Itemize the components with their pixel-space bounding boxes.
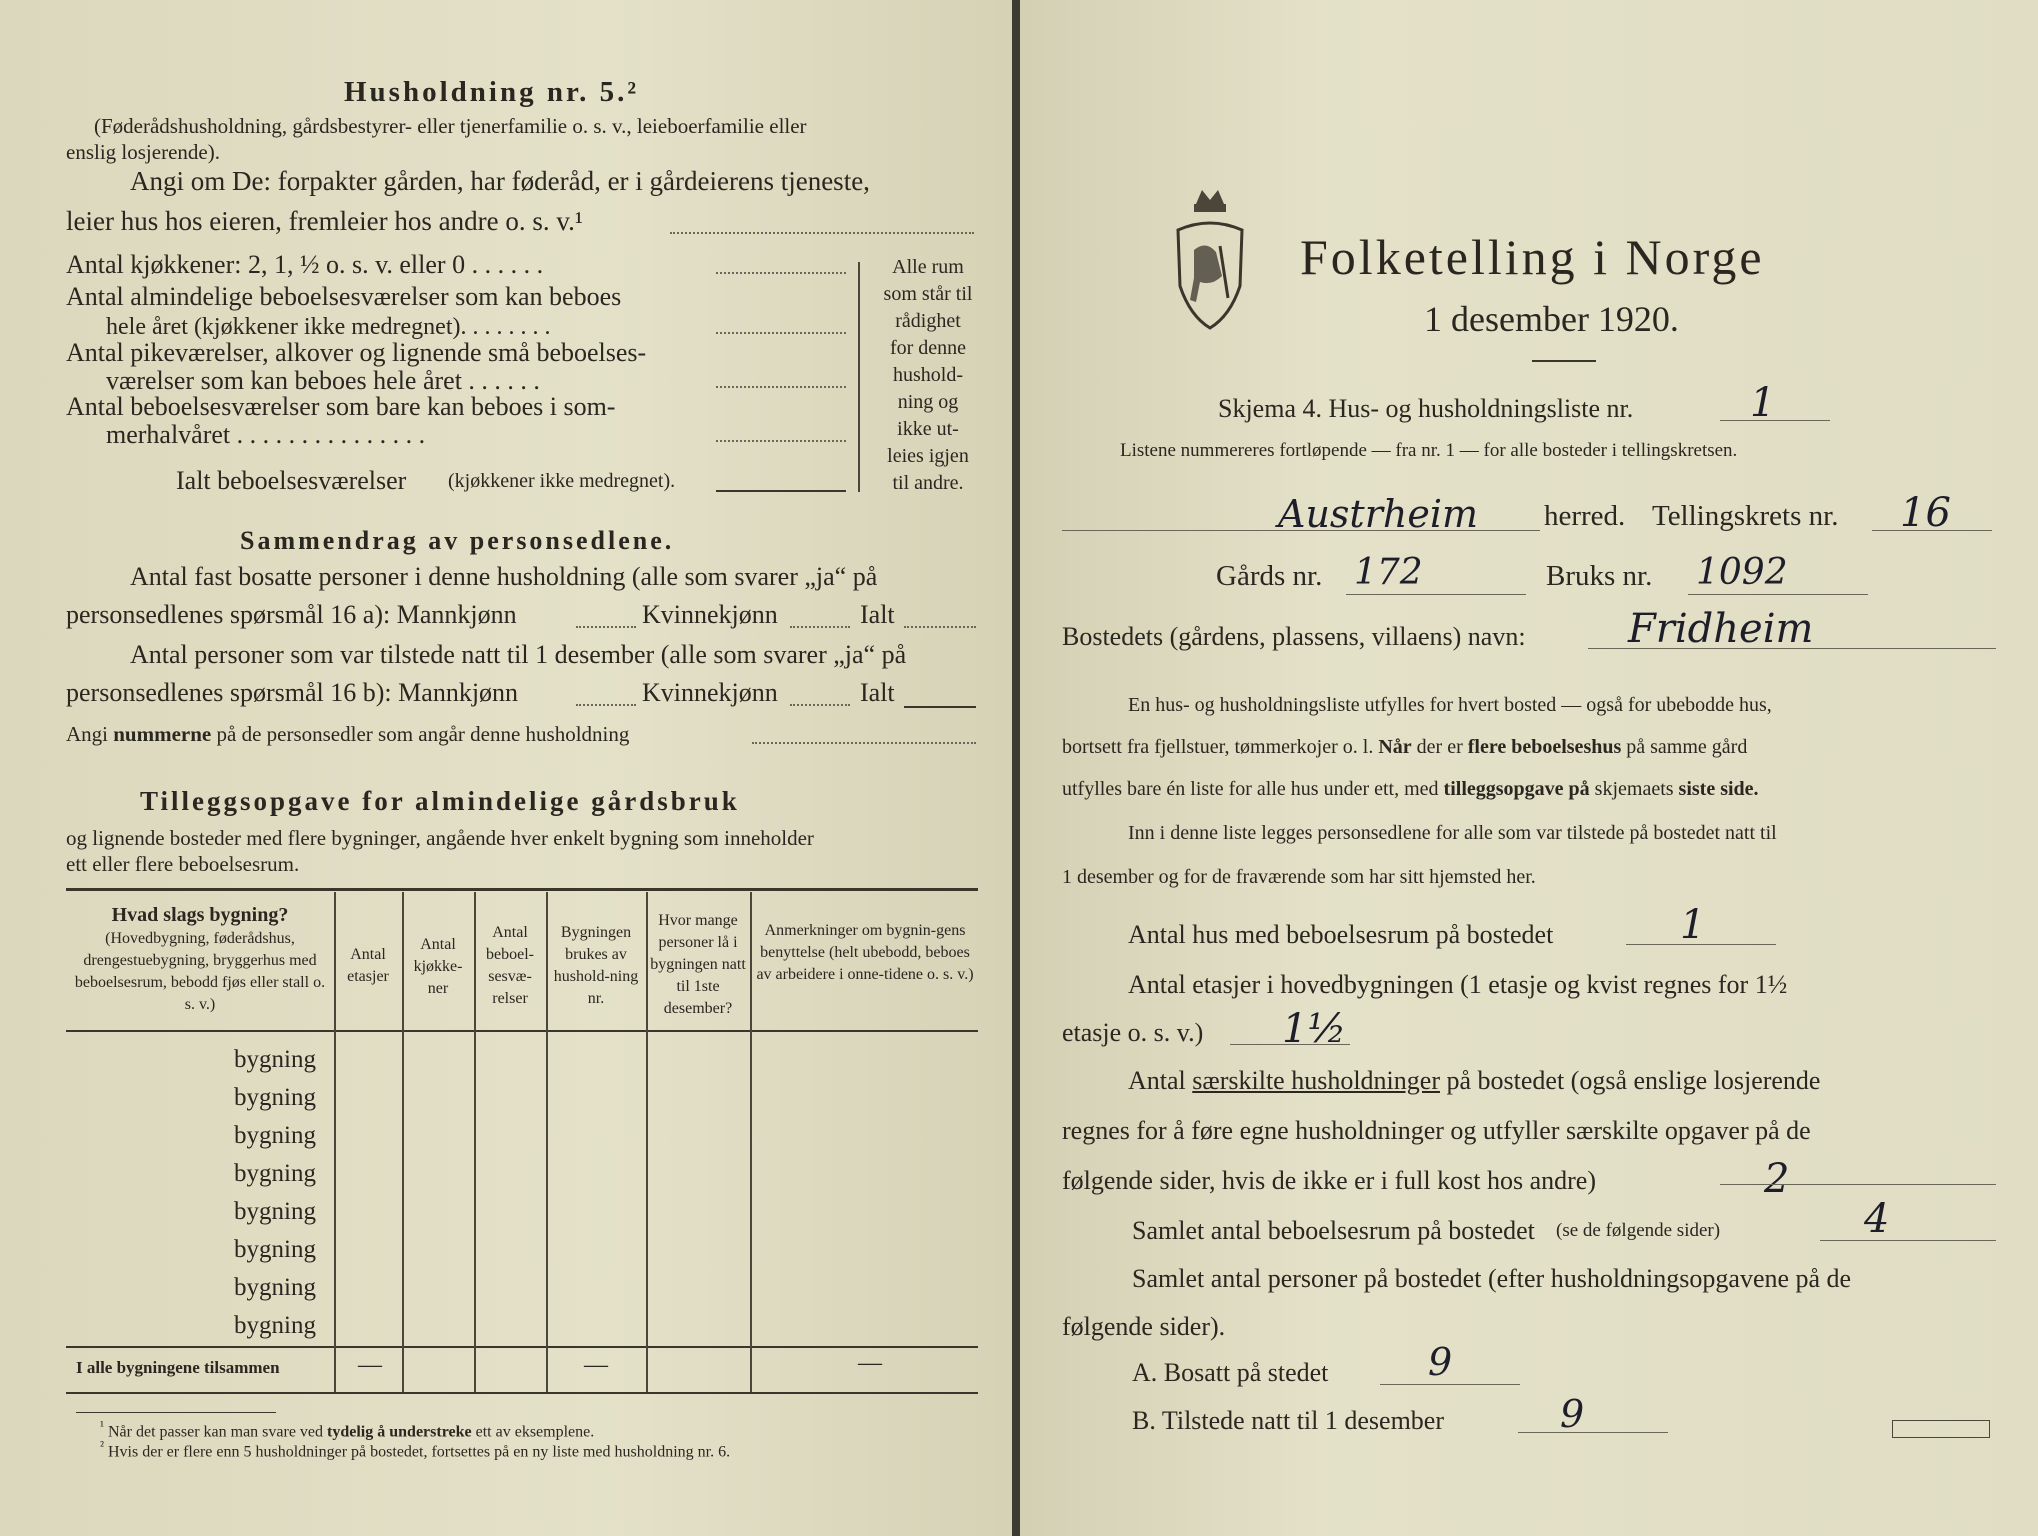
header-remarks: Anmerkninger om bygnin-gens benyttelse (helt ubebodd, beboes av arbeidere i onne-tidene o. s. v.): [756, 922, 974, 983]
table-row: bygning: [234, 1274, 316, 1301]
saer-underline: [1720, 1184, 1996, 1185]
krets-value[interactable]: 16: [1900, 490, 1951, 536]
bruks-value[interactable]: 1092: [1696, 552, 1788, 593]
ialt-note: (kjøkkener ikke medregnet).: [448, 470, 676, 492]
left-page: [0, 0, 1012, 1536]
tillegg-2: ett eller flere beboelsesrum.: [66, 852, 300, 876]
etasjer-underline: [1230, 1044, 1350, 1045]
bruks-underline: [1688, 594, 1868, 595]
table-row: bygning: [234, 1236, 316, 1263]
angi-line-2: leier hus hos eieren, fremleier hos andre o. s. v.¹: [66, 206, 583, 236]
table-row: bygning: [234, 1160, 316, 1187]
tilstede-value[interactable]: 9: [1560, 1392, 1585, 1436]
sammendrag-1a: Antal fast bosatte personer i denne husholdning (alle som svarer „ja“ på: [130, 562, 878, 591]
herred-label: herred.: [1544, 500, 1626, 532]
etasjer-value[interactable]: 1½: [1282, 1006, 1347, 1052]
bosatt-underline: [1380, 1384, 1520, 1385]
samlet-rum-label: Samlet antal beboelsesrum på bostedet: [1132, 1216, 1535, 1245]
table-top-rule: [66, 888, 978, 891]
bosted-underline: [1588, 648, 1996, 649]
rooms-maid-2: værelser som kan beboes hele året . . . . . .: [106, 366, 540, 395]
total-dash: —: [858, 1350, 882, 1376]
listene-note: Listene nummereres fortløpende — fra nr. 1 — for alle bosteder i tellingskretsen.: [1120, 440, 1738, 461]
para1-line1: En hus- og husholdningsliste utfylles for hvert bosted — også for ubebodde hus,: [1128, 694, 1772, 716]
bosatt-label: A. Bosatt på stedet: [1132, 1358, 1329, 1387]
table-total-rule-top: [66, 1346, 978, 1348]
header-household: Bygningen brukes av hushold-ning nr.: [553, 924, 639, 1007]
saer-line2: regnes for å føre egne husholdninger og utfyller særskilte opgaver på de: [1062, 1116, 1811, 1145]
summer-field[interactable]: [716, 440, 846, 442]
skjema-label: Skjema 4. Hus- og husholdningsliste nr.: [1218, 394, 1634, 423]
sammendrag-1b: personsedlenes spørsmål 16 a): Mannkjønn: [66, 600, 517, 629]
table-row: bygning: [234, 1046, 316, 1073]
rooms-ordinary: Antal almindelige beboelsesværelser som kan beboes: [66, 282, 622, 311]
table-bottom-rule: [66, 1392, 978, 1394]
table-row: bygning: [234, 1312, 316, 1339]
hus-value[interactable]: 1: [1680, 902, 1706, 948]
bosted-label: Bostedets (gårdens, plassens, villaens) navn:: [1062, 622, 1526, 651]
header-building-type: Hvad slags bygning? (Hovedbygning, føderådshus, drengestuebygning, bryggerhus med beboelsesrum, bebodd fjøs eller stall o. s. v.): [74, 904, 326, 1013]
skjema-value[interactable]: 1: [1750, 380, 1776, 426]
bosatt-ialt-field[interactable]: [904, 626, 976, 628]
right-page: [1020, 0, 2038, 1536]
gards-underline: [1346, 594, 1526, 595]
footnote-1: $^{^1}$ Når det passer kan man svare ved tydelig å understreke ett av eksemplene.: [100, 1418, 595, 1441]
tillegg-title: Tilleggsopgave for almindelige gårdsbruk: [140, 786, 740, 816]
hus-label: Antal hus med beboelsesrum på bostedet: [1128, 920, 1554, 949]
tilstede-label: B. Tilstede natt til 1 desember: [1132, 1406, 1444, 1435]
tilstede-ialt-field[interactable]: [904, 706, 976, 708]
title-rule: [1532, 360, 1596, 362]
para1-line3: utfylles bare én liste for alle hus under ett, med tilleggsopgave på skjemaets siste side.: [1062, 778, 1759, 800]
rooms-summer: Antal beboelsesværelser som bare kan beboes i som-: [66, 392, 616, 421]
sammendrag-2a: Antal personer som var tilstede natt til 1 desember (alle som svarer „ja“ på: [130, 640, 907, 669]
hus-underline: [1626, 944, 1776, 945]
table-row: bygning: [234, 1084, 316, 1111]
header-kitchens: Antal kjøkke-ner: [413, 936, 463, 997]
sammendrag-2b: personsedlenes spørsmål 16 b): Mannkjønn: [66, 678, 519, 707]
angi-field[interactable]: [670, 232, 974, 234]
header-rooms: Antal beboel-sesvæ-relser: [486, 924, 534, 1007]
header-persons: Hvor mange personer lå i bygningen natt til 1ste desember?: [650, 912, 746, 1017]
bruks-label: Bruks nr.: [1546, 560, 1653, 592]
coat-of-arms-icon: [1170, 190, 1250, 340]
kvinne-label-1: Kvinnekjønn: [642, 600, 778, 629]
footnote-2: $^{^2}$ Hvis der er flere enn 5 husholdninger på bostedet, fortsettes på en ny liste med husholdning nr. 6.: [100, 1438, 731, 1461]
saer-value[interactable]: 2: [1764, 1156, 1790, 1202]
ialt-label: Ialt beboelsesværelser: [176, 466, 407, 495]
rooms-kitchens: Antal kjøkkener: 2, 1, ½ o. s. v. eller 0 . . . . . .: [66, 250, 544, 279]
brace-note: Alle rum som står til rådighet for denne hushold- ning og ikke ut- leies igjen til andre.: [883, 256, 973, 494]
census-date: 1 desember 1920.: [1424, 299, 1679, 339]
total-dash: —: [584, 1352, 608, 1378]
bosatt-mann-field[interactable]: [576, 626, 636, 628]
tilstede-underline: [1518, 1432, 1668, 1433]
ordinary-field[interactable]: [716, 332, 846, 334]
rooms-ordinary-2: hele året (kjøkkener ikke medregnet). . . . . . . .: [106, 314, 551, 340]
brace: [858, 262, 860, 492]
printer-stamp: [1892, 1420, 1990, 1438]
gards-value[interactable]: 172: [1354, 552, 1423, 593]
gards-label: Gårds nr.: [1216, 560, 1323, 592]
book-spine: [1012, 0, 1020, 1536]
bosted-value[interactable]: Fridheim: [1628, 606, 1814, 652]
tillegg-1: og lignende bosteder med flere bygninger, angående hver enkelt bygning som inneholder: [66, 826, 814, 850]
angi-line-1: Angi om De: forpakter gården, har føderåd, er i gårdeierens tjeneste,: [130, 166, 870, 196]
ialt-field[interactable]: [716, 490, 846, 492]
household-title: Husholdning nr. 5.²: [344, 76, 640, 108]
skjema-underline: [1720, 420, 1830, 421]
krets-label: Tellingskrets nr.: [1652, 500, 1839, 532]
kvinne-label-2: Kvinnekjønn: [642, 678, 778, 707]
table-row: bygning: [234, 1122, 316, 1149]
saer-line1: Antal særskilte husholdninger på bostedet (også enslige losjerende: [1128, 1066, 1821, 1095]
saer-line3: følgende sider, hvis de ikke er i full kost hos andre): [1062, 1166, 1596, 1195]
etasjer-line1: Antal etasjer i hovedbygningen (1 etasje og kvist regnes for 1½: [1128, 970, 1788, 999]
kitchens-field[interactable]: [716, 272, 846, 274]
nummerne-field[interactable]: [752, 742, 976, 744]
tilstede-mann-field[interactable]: [576, 704, 636, 706]
ialt-label-2: Ialt: [860, 678, 895, 707]
footnote-rule: [76, 1412, 276, 1413]
census-title: Folketelling i Norge: [1300, 229, 1765, 285]
table-header-rule: [66, 1030, 978, 1032]
samlet-rum-value[interactable]: 4: [1864, 1196, 1890, 1242]
samlet-pers-line2: følgende sider).: [1062, 1312, 1226, 1341]
total-row-label: I alle bygningene tilsammen: [76, 1358, 280, 1377]
maid-field[interactable]: [716, 386, 846, 388]
nummerne-line: Angi nummerne på de personsedler som angår denne husholdning: [66, 722, 630, 746]
header-floors: Antal etasjer: [347, 946, 389, 985]
para1-line2: bortsett fra fjellstuer, tømmerkojer o. l. Når der er flere beboelseshus på samme gård: [1062, 736, 1748, 758]
rooms-maid: Antal pikeværelser, alkover og lignende små beboelses-: [66, 338, 647, 367]
etasjer-line2: etasje o. s. v.): [1062, 1018, 1204, 1047]
samlet-pers-line1: Samlet antal personer på bostedet (efter husholdningsopgavene på de: [1132, 1264, 1852, 1293]
krets-underline: [1872, 530, 1992, 531]
sammendrag-title: Sammendrag av personsedlene.: [240, 526, 675, 555]
intro-line-2: enslig losjerende).: [66, 140, 220, 164]
herred-underline: [1062, 530, 1540, 531]
intro-line-1: (Føderådshusholdning, gårdsbestyrer- eller tjenerfamilie o. s. v., leieboerfamilie eller: [94, 114, 807, 138]
bosatt-kvinne-field[interactable]: [790, 626, 850, 628]
para2-line2: 1 desember og for de fraværende som har sitt hjemsted her.: [1062, 866, 1536, 888]
table-row: bygning: [234, 1198, 316, 1225]
bosatt-value[interactable]: 9: [1428, 1340, 1453, 1384]
samlet-rum-note: (se de følgende sider): [1556, 1220, 1721, 1241]
rooms-summer-2: merhalvåret . . . . . . . . . . . . . . .: [106, 420, 426, 449]
samlet-rum-underline: [1820, 1240, 1996, 1241]
herred-value[interactable]: Austrheim: [1278, 492, 1479, 536]
tilstede-kvinne-field[interactable]: [790, 704, 850, 706]
ialt-label-1: Ialt: [860, 600, 895, 629]
total-dash: —: [358, 1352, 382, 1378]
para2-line1: Inn i denne liste legges personsedlene for alle som var tilstede på bostedet natt til: [1128, 822, 1777, 844]
col-line: [750, 892, 752, 1392]
